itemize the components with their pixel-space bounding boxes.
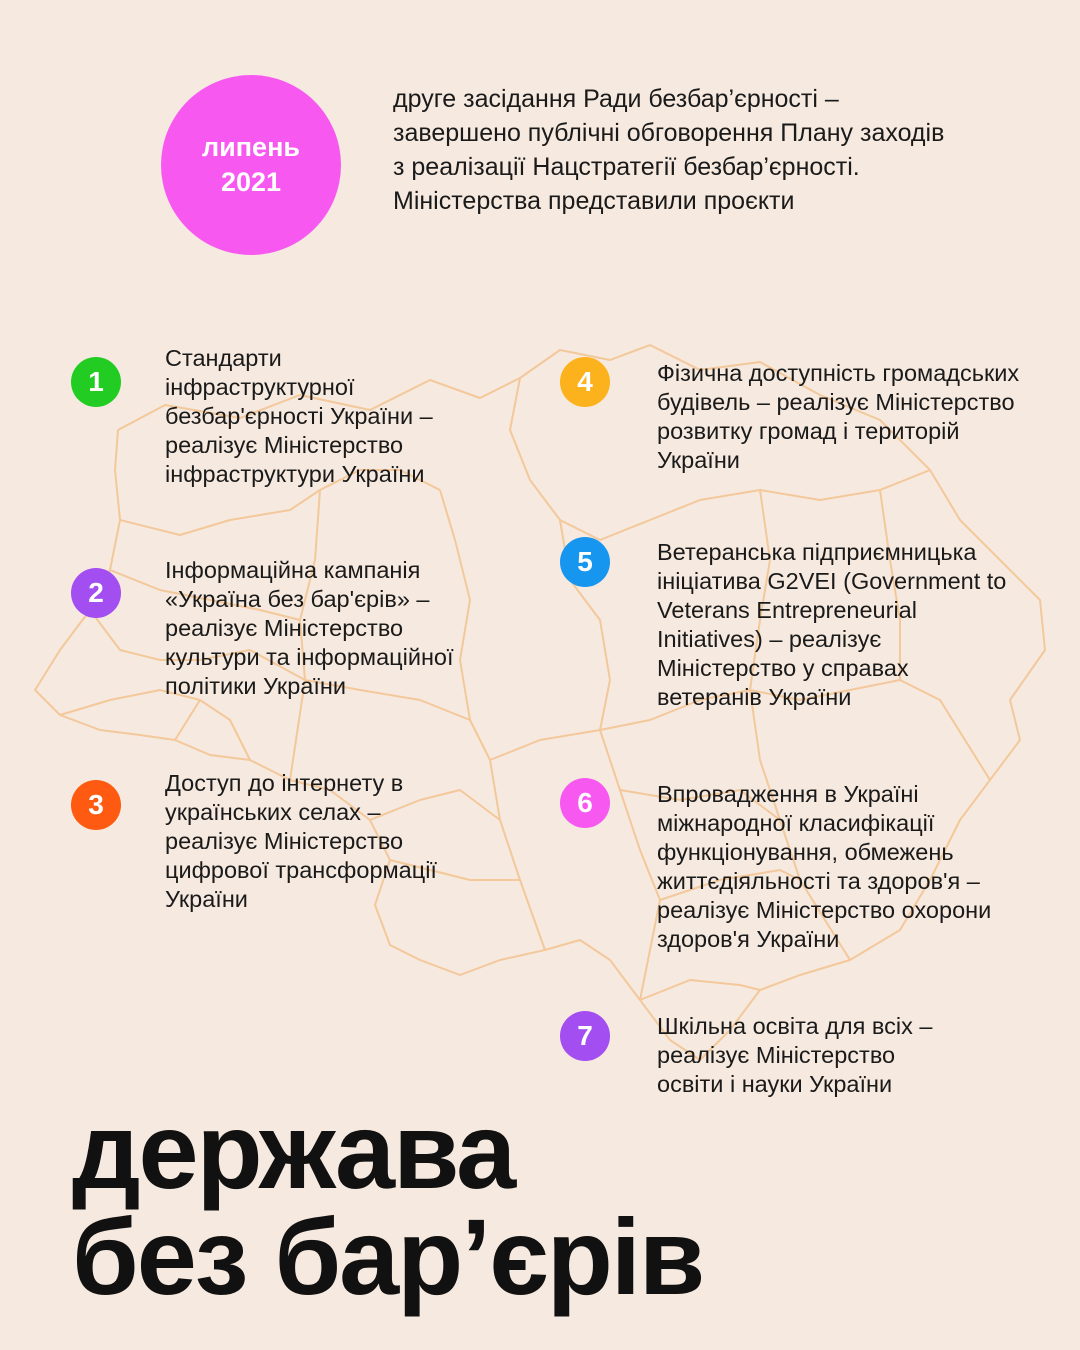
number-badge-4: 4 <box>560 357 610 407</box>
intro-text: друге засідання Ради безбар’єрності – завершено публічні обговорення Плану заходів з реалізації Нацстратегії безбар’єрності. Міністерства представили проєкти <box>393 85 945 215</box>
item-text-7: Шкільна освіта для всіх – реалізує Міністерство освіти і науки України <box>657 1013 933 1097</box>
number-badge-2: 2 <box>71 568 121 618</box>
number-badge-7: 7 <box>560 1011 610 1061</box>
date-circle <box>161 75 341 255</box>
item-text-2: Інформаційна кампанія «Україна без бар'єрів» – реалізує Міністерство культури та інформаційної політики України <box>165 557 454 699</box>
number-badge-5: 5 <box>560 537 610 587</box>
number-badge-6: 6 <box>560 778 610 828</box>
item-text-3: Доступ до інтернету в українських селах – реалізує Міністерство цифрової трансформації України <box>165 770 437 912</box>
heading-line-1: держава <box>72 1090 515 1211</box>
date-year: 2021 <box>220 167 282 197</box>
item-text-1: Стандарти інфраструктурної безбар'єрності України – реалізує Міністерство інфраструктури України <box>165 345 433 487</box>
item-text-6: Впровадження в Україні міжнародної класифікації функціонування, обмежень життєдіяльності та здоров'я – реалізує Міністерство охорони здоров'я України <box>657 781 992 952</box>
number-badge-1: 1 <box>71 357 121 407</box>
number-badge-3: 3 <box>71 780 121 830</box>
item-text-5: Ветеранська підприємницька ініціатива G2VEI (Government to Veterans Entrepreneurial Initiatives) – реалізує Міністерство у справах ветеранів України <box>657 539 1007 710</box>
heading-line-2: без бар’єрів <box>72 1196 704 1317</box>
main-heading <box>72 1090 704 1317</box>
item-text-4: Фізична доступність громадських будівель – реалізує Міністерство розвитку громад і територій України <box>657 360 1020 473</box>
date-month: липень <box>202 132 300 162</box>
